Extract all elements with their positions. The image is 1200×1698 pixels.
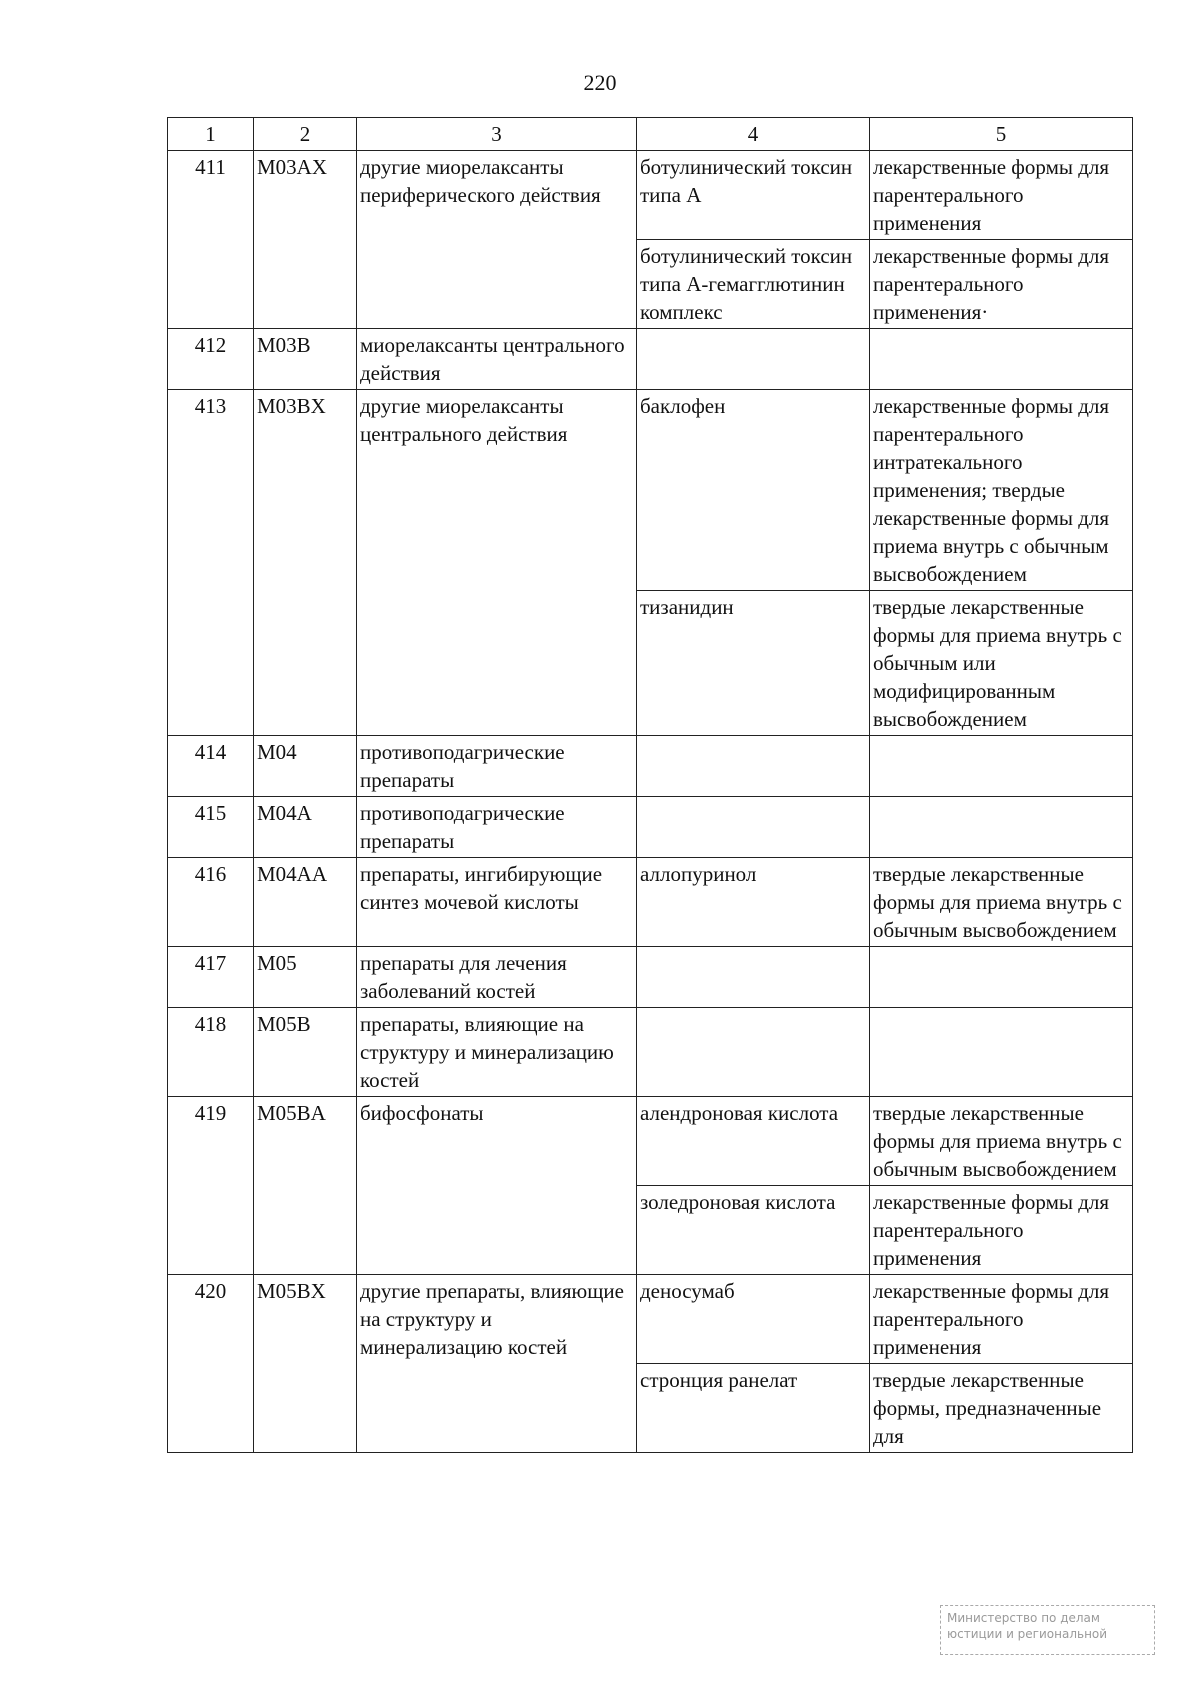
- dosage-form-cell: [870, 1008, 1133, 1097]
- drug-name-cell: [637, 797, 870, 858]
- drug-name-cell: [637, 947, 870, 1008]
- group-name-cell: миорелаксанты центрального действия: [357, 329, 637, 390]
- dosage-form-cell: твердые лекарственные формы, предназначенные для: [870, 1364, 1133, 1453]
- group-name-cell: препараты для лечения заболеваний костей: [357, 947, 637, 1008]
- atc-code-cell: M03B: [254, 329, 357, 390]
- table-row: [168, 858, 1133, 947]
- row-number-cell: 418: [168, 1008, 254, 1097]
- drug-name-cell: тизанидин: [637, 591, 870, 736]
- header-col-5: 5: [870, 118, 1133, 151]
- group-name-cell: противоподагрические препараты: [357, 736, 637, 797]
- dosage-form-cell: лекарственные формы для парентерального интратекального применения; твердые лекарственные формы для приема внутрь с обычным высвобождением: [870, 390, 1133, 591]
- drug-name-cell: ботулинический токсин типа A-гемагглютинин комплекс: [637, 240, 870, 329]
- header-col-3: 3: [357, 118, 637, 151]
- drug-name-cell: аллопуринол: [637, 858, 870, 947]
- atc-code-cell: M04: [254, 736, 357, 797]
- drug-name-cell: баклофен: [637, 390, 870, 591]
- page-number: 220: [583, 70, 617, 95]
- row-number-cell: 420: [168, 1275, 254, 1453]
- drug-table: [167, 117, 1133, 1453]
- table-row: [168, 1008, 1133, 1097]
- row-number-cell: 411: [168, 151, 254, 329]
- drug-name-cell: деносумаб: [637, 1275, 870, 1364]
- atc-code-cell: M05: [254, 947, 357, 1008]
- atc-code-cell: M04A: [254, 797, 357, 858]
- dosage-form-cell: лекарственные формы для парентерального применения: [870, 1275, 1133, 1364]
- drug-name-cell: ботулинический токсин типа A: [637, 151, 870, 240]
- header-row: [168, 118, 1133, 151]
- group-name-cell: препараты, влияющие на структуру и минерализацию костей: [357, 1008, 637, 1097]
- row-number-cell: 412: [168, 329, 254, 390]
- drug-name-cell: золедроновая кислота: [637, 1186, 870, 1275]
- group-name-cell: другие миорелаксанты периферического действия: [357, 151, 637, 329]
- header-col-2: 2: [254, 118, 357, 151]
- table-row: [168, 1275, 1133, 1364]
- drug-name-cell: [637, 1008, 870, 1097]
- atc-code-cell: M05B: [254, 1008, 357, 1097]
- row-number-cell: 419: [168, 1097, 254, 1275]
- table-row: [168, 390, 1133, 591]
- row-number-cell: 413: [168, 390, 254, 736]
- atc-code-cell: M03AX: [254, 151, 357, 329]
- row-number-cell: 417: [168, 947, 254, 1008]
- table-row: [168, 736, 1133, 797]
- table-row: [168, 1097, 1133, 1186]
- atc-code-cell: M03BX: [254, 390, 357, 736]
- stamp-line-1: Министерство по делам: [947, 1611, 1100, 1625]
- group-name-cell: другие миорелаксанты центрального действия: [357, 390, 637, 736]
- header-col-4: 4: [637, 118, 870, 151]
- dosage-form-cell: лекарственные формы для парентерального применения: [870, 151, 1133, 240]
- drug-name-cell: стронция ранелат: [637, 1364, 870, 1453]
- row-number-cell: 416: [168, 858, 254, 947]
- dosage-form-cell: лекарственные формы для парентерального применения: [870, 1186, 1133, 1275]
- header-col-1: 1: [168, 118, 254, 151]
- table-body: [168, 151, 1133, 1453]
- row-number-cell: 415: [168, 797, 254, 858]
- dosage-form-cell: твердые лекарственные формы для приема внутрь с обычным или модифицированным высвобождением: [870, 591, 1133, 736]
- drug-name-cell: [637, 329, 870, 390]
- group-name-cell: бифосфонаты: [357, 1097, 637, 1275]
- dosage-form-cell: [870, 736, 1133, 797]
- dosage-form-cell: твердые лекарственные формы для приема внутрь с обычным высвобождением: [870, 858, 1133, 947]
- group-name-cell: препараты, ингибирующие синтез мочевой кислоты: [357, 858, 637, 947]
- table-row: [168, 947, 1133, 1008]
- table-row: [168, 797, 1133, 858]
- group-name-cell: другие препараты, влияющие на структуру и минерализацию костей: [357, 1275, 637, 1453]
- row-number-cell: 414: [168, 736, 254, 797]
- table-row: [168, 151, 1133, 240]
- group-name-cell: противоподагрические препараты: [357, 797, 637, 858]
- atc-code-cell: M04AA: [254, 858, 357, 947]
- drug-name-cell: алендроновая кислота: [637, 1097, 870, 1186]
- drug-name-cell: [637, 736, 870, 797]
- dosage-form-cell: твердые лекарственные формы для приема внутрь с обычным высвобождением: [870, 1097, 1133, 1186]
- atc-code-cell: M05BA: [254, 1097, 357, 1275]
- dosage-form-cell: [870, 797, 1133, 858]
- stamp-line-2: юстиции и региональной: [947, 1627, 1108, 1641]
- dosage-form-cell: [870, 947, 1133, 1008]
- dosage-form-cell: лекарственные формы для парентерального применения·: [870, 240, 1133, 329]
- atc-code-cell: M05BX: [254, 1275, 357, 1453]
- registration-stamp: [940, 1605, 1155, 1655]
- dosage-form-cell: [870, 329, 1133, 390]
- table-row: [168, 329, 1133, 390]
